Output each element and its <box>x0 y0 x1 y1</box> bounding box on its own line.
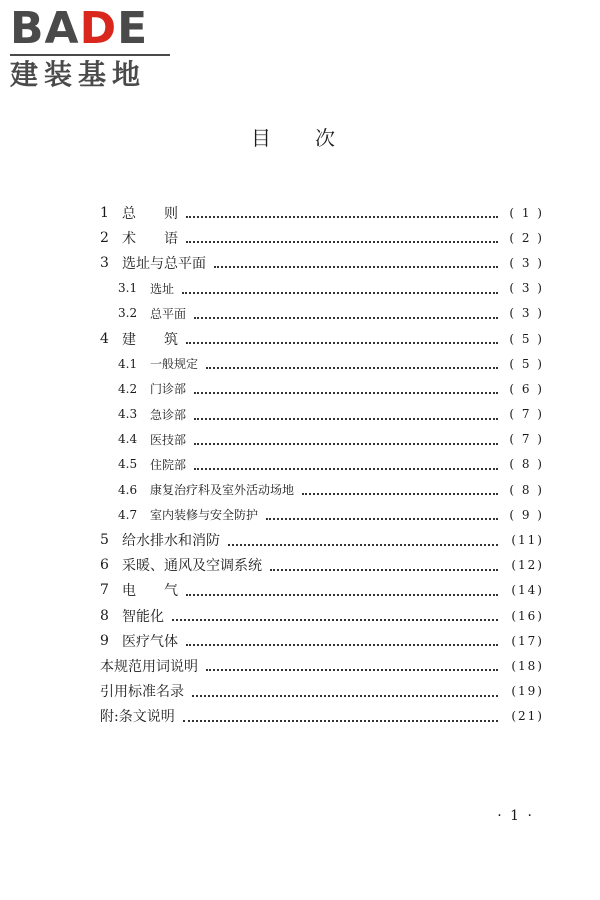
toc-entry-page: ( 8 ) <box>509 482 544 497</box>
toc-entry-page: ( 5 ) <box>509 331 544 346</box>
toc-entry-label: 智能化 <box>122 608 164 625</box>
toc-leader-dots <box>183 719 498 722</box>
toc-leader-dots <box>228 543 498 546</box>
toc-entry-page: (12) <box>511 558 544 573</box>
toc-entry-number: 1 <box>100 204 109 221</box>
toc-entry[interactable] <box>100 603 544 628</box>
toc-entry[interactable] <box>100 653 544 678</box>
toc-entry-label: 选址 <box>150 281 175 296</box>
toc-entry-page: (21) <box>511 709 544 724</box>
toc-entry-label: 建 筑 <box>122 331 178 348</box>
toc-entry-number: 6 <box>100 557 109 574</box>
toc-entry[interactable] <box>100 351 544 376</box>
logo-wordmark: BADE <box>10 3 149 54</box>
toc-entry-number: 4.4 <box>118 432 138 447</box>
toc-entry-page: ( 6 ) <box>509 381 544 396</box>
toc-entry-page: ( 1 ) <box>509 205 544 220</box>
toc-entry-label: 采暖、通风及空调系统 <box>122 558 262 575</box>
toc-leader-dots <box>186 593 498 596</box>
toc-entry-number: 4.6 <box>118 482 138 497</box>
toc-entry-page: (17) <box>511 633 544 648</box>
toc-entry-label: 医技部 <box>150 432 187 447</box>
toc-entry[interactable] <box>100 326 544 351</box>
toc-leader-dots <box>182 291 498 294</box>
toc-entry-page: ( 9 ) <box>509 507 544 522</box>
toc-leader-dots <box>172 618 498 621</box>
toc-entry-number: 4.5 <box>118 457 138 472</box>
toc-entry-page: (18) <box>511 658 544 673</box>
toc-entry[interactable] <box>100 427 544 452</box>
toc-leader-dots <box>206 668 498 671</box>
toc-entry-number: 4.7 <box>118 507 138 522</box>
toc-entry[interactable] <box>100 250 544 275</box>
toc-leader-dots <box>186 240 498 243</box>
toc-leader-dots <box>186 643 498 646</box>
toc-entry-number: 5 <box>100 532 109 549</box>
toc-entry[interactable] <box>100 679 544 704</box>
toc-leader-dots <box>194 316 498 319</box>
logo-divider <box>10 54 170 56</box>
toc-entry[interactable] <box>100 276 544 301</box>
toc-leader-dots <box>194 391 498 394</box>
toc-entry-page: (16) <box>511 608 544 623</box>
toc-leader-dots <box>194 442 498 445</box>
toc-leader-dots <box>206 366 498 369</box>
page-number: · 1 · <box>497 808 534 824</box>
toc-entry-label: 本规范用词说明 <box>100 658 198 675</box>
toc-entry-number: 3 <box>100 254 109 271</box>
toc-entry[interactable] <box>100 452 544 477</box>
toc-entry[interactable] <box>100 402 544 427</box>
toc-leader-dots <box>302 492 498 495</box>
toc-entry-label: 急诊部 <box>150 407 187 422</box>
toc-entry-label: 总平面 <box>150 306 187 321</box>
toc-entry-page: ( 7 ) <box>509 407 544 422</box>
toc-entry-page: ( 2 ) <box>509 230 544 245</box>
toc-entry-label: 医疗气体 <box>122 633 178 650</box>
toc-entry-number: 4.3 <box>118 407 138 422</box>
toc-leader-dots <box>192 694 498 697</box>
toc-entry[interactable] <box>100 301 544 326</box>
toc-entry-number: 4.2 <box>118 381 138 396</box>
toc-entry-label: 室内装修与安全防护 <box>150 508 259 523</box>
toc-entry[interactable] <box>100 200 544 225</box>
toc-entry-label: 选址与总平面 <box>122 255 206 272</box>
toc-entry-number: 4 <box>100 330 109 347</box>
toc-entry-label: 电 气 <box>122 583 178 600</box>
toc-entry-label: 一般规定 <box>150 357 199 372</box>
toc-leader-dots <box>186 341 498 344</box>
toc-entry-label: 引用标准名录 <box>100 684 184 701</box>
toc-entry-page: (11) <box>511 533 544 548</box>
toc-entry-label: 附:条文说明 <box>100 709 175 726</box>
page-title: 目次 <box>251 126 379 150</box>
toc-entry-label: 总 则 <box>122 205 178 222</box>
toc-entry[interactable] <box>100 704 544 729</box>
toc-entry-number: 7 <box>100 582 109 599</box>
toc-leader-dots <box>214 265 498 268</box>
toc-entry-page: (19) <box>511 684 544 699</box>
toc-entry-number: 8 <box>100 607 109 624</box>
toc-entry[interactable] <box>100 477 544 502</box>
toc-entry-number: 3.2 <box>118 306 138 321</box>
toc-entry-label: 给水排水和消防 <box>122 533 220 550</box>
toc-leader-dots <box>194 467 498 470</box>
toc-entry-label: 住院部 <box>150 457 187 472</box>
toc-leader-dots <box>186 215 498 218</box>
brand-logo <box>10 3 180 96</box>
toc-entry[interactable] <box>100 578 544 603</box>
toc-entry-number: 4.1 <box>118 356 138 371</box>
toc-entry[interactable] <box>100 376 544 401</box>
toc-entry[interactable] <box>100 628 544 653</box>
toc-entry-number: 2 <box>100 229 109 246</box>
logo-chinese-name: 建装基地 <box>10 58 147 91</box>
toc-entry[interactable] <box>100 553 544 578</box>
toc-entry-number: 9 <box>100 632 109 649</box>
toc-leader-dots <box>270 568 498 571</box>
toc-entry-page: ( 3 ) <box>509 306 544 321</box>
toc-entry-page: (14) <box>511 583 544 598</box>
toc-entry-page: ( 3 ) <box>509 255 544 270</box>
toc-entry-page: ( 5 ) <box>509 356 544 371</box>
toc-entry-page: ( 8 ) <box>509 457 544 472</box>
toc-entry-page: ( 7 ) <box>509 432 544 447</box>
toc-entry[interactable] <box>100 527 544 552</box>
toc-entry-label: 康复治疗科及室外活动场地 <box>150 483 295 498</box>
toc-entry-label: 术 语 <box>122 230 178 247</box>
toc-leader-dots <box>194 417 498 420</box>
table-of-contents <box>100 200 544 729</box>
toc-entry-number: 3.1 <box>118 281 138 296</box>
toc-entry[interactable] <box>100 225 544 250</box>
toc-entry[interactable] <box>100 502 544 527</box>
toc-leader-dots <box>266 517 498 520</box>
toc-entry-label: 门诊部 <box>150 382 187 397</box>
toc-entry-page: ( 3 ) <box>509 281 544 296</box>
